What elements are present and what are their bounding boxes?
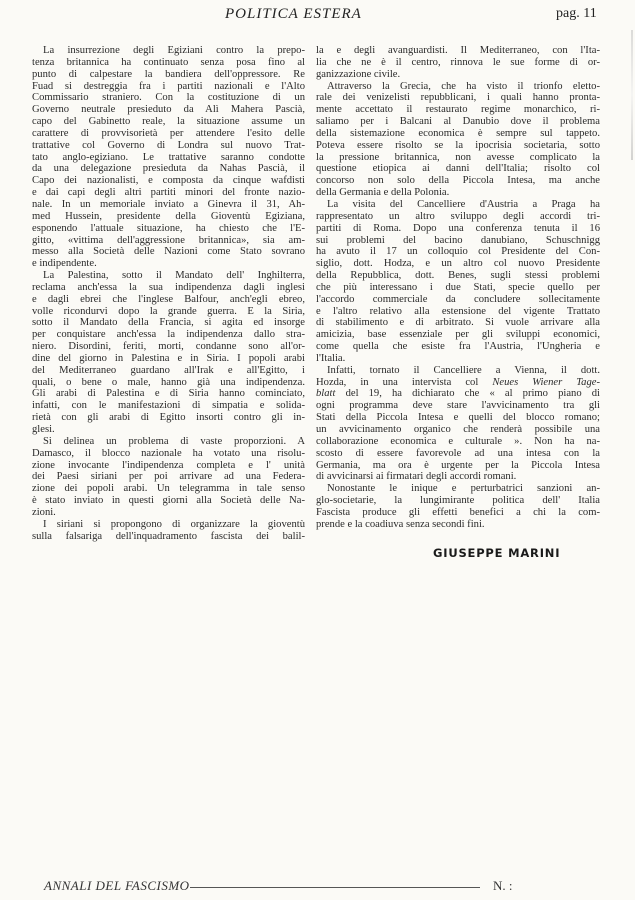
paragraph: [316, 483, 600, 530]
text-line: zione dei popoli arabi. Un telegramma in tale senso: [32, 483, 305, 495]
text-line: ha avuto il 17 un colloquio col Presidente del Con-: [316, 246, 600, 258]
issue-number: N. :: [493, 878, 513, 893]
text-line: del Mediterraneo guardano all'Irak e all'Egitto, i: [32, 364, 305, 376]
text-line: e l'altro relativo alla estensione del vigente Trattato: [316, 305, 600, 317]
text-line: dine del giorno in Palestina e in Siria. I popoli arabi: [32, 352, 305, 364]
text-line: esponendo l'attuale situazione, ha chiesto che l'E-: [32, 222, 305, 234]
text-line: Poteva essere risolto se la ipocrisia societaria, sotto: [316, 139, 600, 151]
text-line: la e degli avanguardisti. Il Mediterraneo, con l'Ita-: [316, 45, 600, 56]
text-line: reclama anch'essa la sua indipendenza dagli inglesi: [32, 281, 305, 293]
text-line: collaborazione economica e culturale ». Non ha na-: [316, 435, 600, 447]
paragraph: [32, 436, 305, 519]
text-line: e dagli ebrei che l'inglese Balfour, anch'egli ebreo,: [32, 293, 305, 305]
text-line: dei Paesi siriani per poi arrivare ad una Federa-: [32, 471, 305, 483]
paragraph: [316, 199, 600, 365]
text-segment: Hozda, in una intervista col: [316, 376, 493, 388]
text-line: punto di calpestare la bandiera dell'oppressore. Re: [32, 68, 305, 80]
text-line: rale dei venizelisti repubblicani, i quali hanno pronta-: [316, 92, 600, 104]
text-line: di avvicinarsi ai firmatari degli accordi romani.: [316, 471, 517, 483]
text-line: sui problemi del bacino danubiano, Schuschnigg: [316, 234, 600, 246]
text-line: volle ricondurvi dopo la grande guerra. E la Siria,: [32, 305, 305, 317]
text-line: quali, o bene o male, hanno già una indipendenza.: [32, 376, 305, 388]
text-line: glo-societarie, la lungimirante politica dell' Italia: [316, 495, 600, 507]
author-signature: GIUSEPPE MARINI: [433, 546, 561, 560]
text-line: med Hussein, presidente della Gioventù Egiziana,: [32, 210, 305, 222]
text-line: Si delinea un problema di vaste proporzioni. A: [43, 435, 305, 447]
text-line: è stato inviato in questi giorni alla Società delle Na-: [32, 495, 305, 507]
text-line: infatti, con le manifestazioni di simpatia e solida-: [32, 400, 305, 412]
text-line: partiti di Roma. Dopo una conferenza tenuta il 16: [316, 222, 600, 234]
text-line: Capo dei nazionalisti, e composta da cinque wafdisti: [32, 175, 305, 187]
text-line: l'accordo commerciale da concludere sollecitamente: [316, 293, 600, 305]
text-line: da una delegazione presieduta da Nahas Pascià, il: [32, 163, 305, 175]
text-line: glesi.: [32, 424, 55, 435]
text-column-left: [32, 45, 305, 542]
text-line: siglio, dott. Hodza, e un altro col nuovo Presidente: [316, 258, 600, 270]
text-line: rappresentato un altro sviluppo degli accordi tri-: [316, 210, 600, 222]
scan-edge-mark: [631, 30, 633, 160]
text-line: La Palestina, sotto il Mandato dell' Inghilterra,: [43, 270, 305, 282]
text-segment: del 19, ha dichiarato che « al primo piano di: [335, 388, 600, 400]
text-line: e dai capi degli altri partiti minori del fronte nazio-: [32, 187, 305, 199]
text-line: messo alla Società delle Nazioni come Stato sovrano: [32, 246, 305, 258]
section-title: POLITICA ESTERA: [225, 6, 362, 22]
journal-title: ANNALI DEL FASCISMO: [44, 878, 190, 893]
text-line: come quella che esiste fra l'Austria, l'Ungheria e: [316, 341, 600, 353]
paragraph: [316, 365, 600, 483]
text-line: Infatti, tornato il Cancelliere a Vienna, il dott.: [327, 364, 600, 376]
text-line: sulla falsariga dell'inquadramento fascista dei balil-: [32, 530, 305, 542]
text-line: Stati della Piccola Intesa e quelli del blocco romano;: [316, 412, 600, 424]
text-line: zione invocante l'indipendenza completa e l' unità: [32, 459, 305, 471]
italic-text: Neues Wiener Tage-: [492, 376, 600, 388]
text-line: un avvicinamento organico che renderà possibile una: [316, 424, 600, 435]
text-line: niero. Disordini, feriti, morti, condanne sono all'or-: [32, 341, 305, 353]
text-line: [316, 388, 600, 400]
text-line: I siriani si propongono di organizzare la gioventù: [43, 518, 305, 530]
text-line: gitto, «vittima dell'aggressione britannica», sia am-: [32, 234, 305, 246]
page-footer: [44, 878, 604, 894]
text-line: di stabilimento e di arbitrato. Si vuole arrivare alla: [316, 317, 600, 329]
text-line: e indipendente.: [32, 258, 97, 270]
text-line: questione etiopica ai danni dell'Italia; risolto col: [316, 163, 600, 175]
text-line: sotto il Mandato della Francia, si agita ed insorge: [32, 317, 305, 329]
text-line: tenza britannica ha continuato senza posa fino al: [32, 56, 305, 68]
text-line: carattere di provvisorietà per attendere l'esito delle: [32, 127, 305, 139]
text-line: tato anglo-egiziano. Le trattative saranno condotte: [32, 151, 305, 163]
text-line: scosto di essere favorevole ad una intesa con la: [316, 447, 600, 459]
italic-text: blatt: [316, 388, 336, 400]
text-line: l'Italia.: [316, 352, 346, 364]
text-line: Germania, ma ora è urgente per la Piccola Intesa: [316, 459, 600, 471]
text-line: della Germania e della Polonia.: [316, 187, 450, 199]
text-line: nale. In un memoriale inviato a Ginevra il 31, Ah-: [32, 198, 305, 210]
page-number: pag. 11: [556, 6, 597, 21]
text-line: della Repubblica, dott. Benes, sugli stessi problemi: [316, 270, 600, 282]
text-line: lia che ne è il centro, rinnova le sue forme di or-: [316, 56, 600, 68]
text-line: zioni.: [32, 506, 56, 518]
paragraph: [32, 519, 305, 543]
text-line: Governo neutrale presieduto da Alì Mahera Pascià,: [32, 104, 305, 116]
text-line: La insurrezione degli Egiziani contro la prepo-: [43, 45, 305, 56]
text-line: Gli arabi di Palestina e di Siria hanno cominciato,: [32, 388, 305, 400]
paragraph: [316, 45, 600, 81]
text-column-right: [316, 45, 600, 531]
text-line: che più interessano i due Stati, specie quello per: [316, 281, 600, 293]
text-line: rietà con gli arabi di Egitto insorti contro gli in-: [32, 412, 305, 424]
text-line: della sistemazione economica è sempre sul tappeto.: [316, 127, 600, 139]
paragraph: [32, 270, 305, 436]
text-line: capo del Gabinetto reale, la situazione assume un: [32, 116, 305, 128]
text-line: amicizia, base essenziale per gli sviluppi economici,: [316, 329, 600, 341]
text-line: prende e la coadiuva senza secondi fini.: [316, 518, 485, 530]
footer-rule: [190, 887, 480, 888]
paragraph: [32, 45, 305, 270]
text-line: Fascista produce gli effetti benefici a chi la com-: [316, 506, 600, 518]
text-line: Damasco, il blocco nazionale ha votato una risolu-: [32, 447, 305, 459]
text-line: Fuad si destreggia fra i partiti nazionali e l'Alto: [32, 80, 305, 92]
text-line: mente accettato il restaurato regime monarchico, ri-: [316, 104, 600, 116]
text-line: concorso non solo della Piccola Intesa, ma anche: [316, 175, 600, 187]
text-line: La visita del Cancelliere d'Austria a Praga ha: [327, 198, 600, 210]
text-line: Nonostante le inique e perturbatrici sanzioni an-: [327, 483, 600, 495]
text-line: [316, 377, 600, 389]
text-line: Commissario straniero. Con la costituzione di un: [32, 92, 305, 104]
text-line: la pressione britannica, non avesse complicato la: [316, 151, 600, 163]
text-line: Attraverso la Grecia, che ha visto il trionfo eletto-: [327, 80, 600, 92]
text-line: per conquistare anch'essa la indipendenza dallo stra-: [32, 329, 305, 341]
text-line: ganizzazione civile.: [316, 68, 401, 80]
paragraph: [316, 81, 600, 199]
text-line: ogni programma deve stare l'avvicinamento tra gli: [316, 400, 600, 412]
text-line: saliamo per i Balcani al Danubio dove il problema: [316, 116, 600, 128]
text-line: trattative col Governo di Londra sul nuovo Trat-: [32, 139, 305, 151]
